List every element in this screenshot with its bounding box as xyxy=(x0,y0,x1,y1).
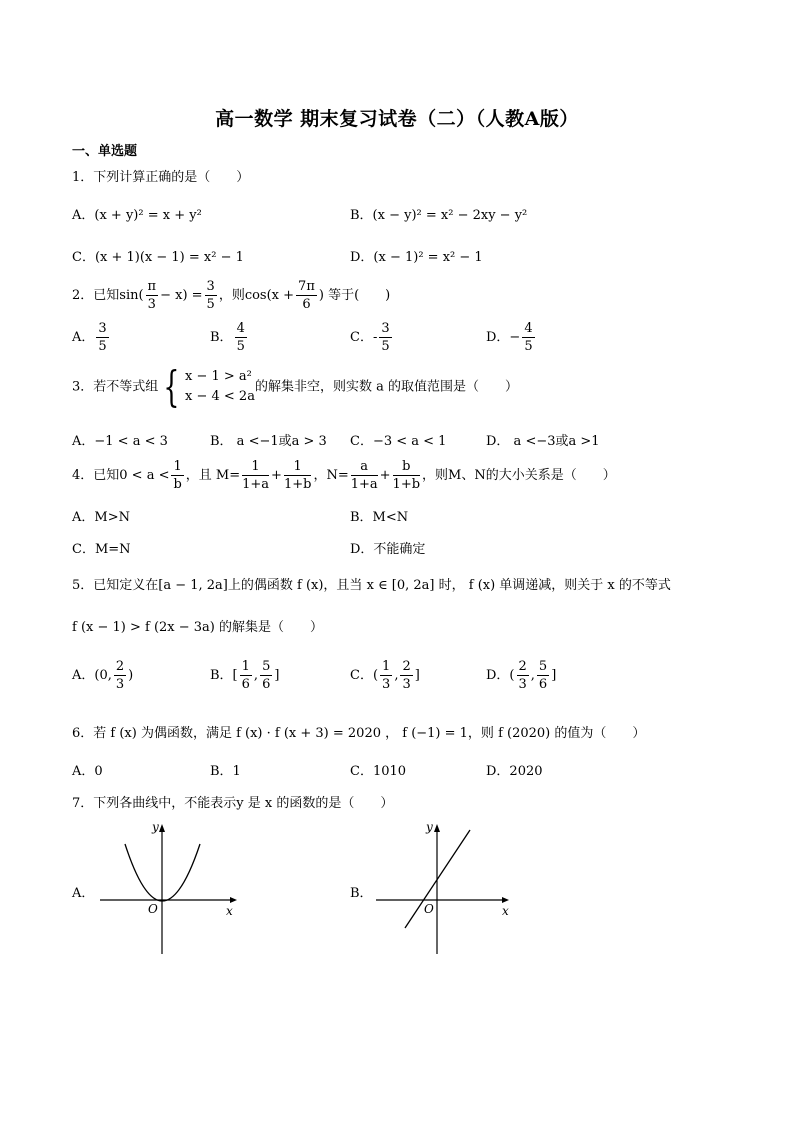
q6-stem: 6．若 f (x) 为偶函数，满足 f (x) · f (x + 3) = 2020 ， f (−1) = 1，则 f (2020) 的值为（ ） xyxy=(72,726,646,741)
q3-inequality-1: x − 1 > a² xyxy=(185,369,252,384)
x-axis-label: x xyxy=(226,904,233,918)
q4-option-b: B．M<N xyxy=(350,510,409,525)
q6-option-d: D．2020 xyxy=(486,764,543,779)
q1-option-b: B．(x − y)² = x² − 2xy − y² xyxy=(350,208,528,223)
q6-option-a: A．0 xyxy=(72,764,103,779)
x-axis-arrow-icon xyxy=(230,897,237,903)
y-axis-label: y xyxy=(426,820,433,834)
q1-option-c: C．(x + 1)(x − 1) = x² − 1 xyxy=(72,250,244,265)
q5-option-a: A．(0, $\frac{2}{3}$ ) xyxy=(72,659,134,692)
q2-stem: 2．已知sin( $\frac{\pi}{3}$ − x) = $\frac{3}{5}$ ，则cos(x + $\frac{7\pi}{6}$ ) 等于( ) xyxy=(72,279,391,312)
q5-option-d: D．( $\frac{2}{3}$ , $\frac{5}{6}$ ] xyxy=(486,659,557,692)
q4-option-c: C．M=N xyxy=(72,542,131,557)
q7-option-b-label: B． xyxy=(350,886,373,901)
q5-option-b: B．[ $\frac{1}{6}$ , $\frac{5}{6}$ ] xyxy=(210,659,280,692)
y-axis-arrow-icon xyxy=(434,824,440,832)
q7-graph-b-line xyxy=(370,818,530,960)
q1-option-d: D．(x − 1)² = x² − 1 xyxy=(350,250,483,265)
origin-label: O xyxy=(148,902,158,916)
x-axis-label: x xyxy=(502,904,509,918)
q2-option-a: A． $\frac{3}{5}$ xyxy=(72,321,107,354)
x-axis-arrow-icon xyxy=(502,897,509,903)
page-title: 高一数学 期末复习试卷（二）（人教A版） xyxy=(215,108,579,130)
q3-option-a: A．−1 < a < 3 xyxy=(72,434,168,449)
q3-option-d: D． a <−3或a >1 xyxy=(486,434,600,449)
y-axis-arrow-icon xyxy=(159,824,165,832)
q3-option-c: C．−3 < a < 1 xyxy=(350,434,447,449)
q7-graph-a-parabola xyxy=(92,818,252,960)
q5-option-c: C．( $\frac{1}{3}$ , $\frac{2}{3}$ ] xyxy=(350,659,420,692)
q4-option-a: A．M>N xyxy=(72,510,130,525)
q4-stem: 4．已知0 < a < $\frac{1}{b}$ ，且 M= $\frac{1}{1+a}$ + $\frac{1}{1+b}$ ，N= $\frac{a}{1+a}$ + $\frac{b}{1+b}$ ，则M、N的大小关系是（ ） xyxy=(72,459,616,492)
q1-stem: 1．下列计算正确的是（ ） xyxy=(72,170,250,185)
q3-stem: 3．若不等式组 { x − 1 > a² x − 4 < 2a的解集非空，则实数 a 的取值范围是（ ） xyxy=(72,362,518,411)
q2-option-c: C．- $\frac{3}{5}$ xyxy=(350,321,390,354)
q4-option-d: D．不能确定 xyxy=(350,542,426,557)
q3-option-b: B． a <−1或a > 3 xyxy=(210,434,327,449)
q2-option-b: B． $\frac{4}{5}$ xyxy=(210,321,245,354)
q1-option-a: A．(x + y)² = x + y² xyxy=(72,208,202,223)
origin-label: O xyxy=(424,902,434,916)
q5-stem-line1: 5．已知定义在[a − 1, 2a]上的偶函数 f (x)，且当 x ∈ [0, 2a] 时， f (x) 单调递减，则关于 x 的不等式 xyxy=(72,578,671,593)
q7-stem: 7．下列各曲线中，不能表示y 是 x 的函数的是（ ） xyxy=(72,796,394,811)
q6-option-b: B．1 xyxy=(210,764,241,779)
q7-option-a-label: A． xyxy=(72,886,95,901)
q6-option-c: C．1010 xyxy=(350,764,407,779)
y-axis-label: y xyxy=(152,820,159,834)
section-heading: 一、单选题 xyxy=(72,144,138,159)
q3-inequality-2: x − 4 < 2a xyxy=(185,389,255,404)
q2-option-d: D．− $\frac{4}{5}$ xyxy=(486,321,533,354)
q5-stem-line2: f (x − 1) > f (2x − 3a) 的解集是（ ） xyxy=(72,620,324,635)
